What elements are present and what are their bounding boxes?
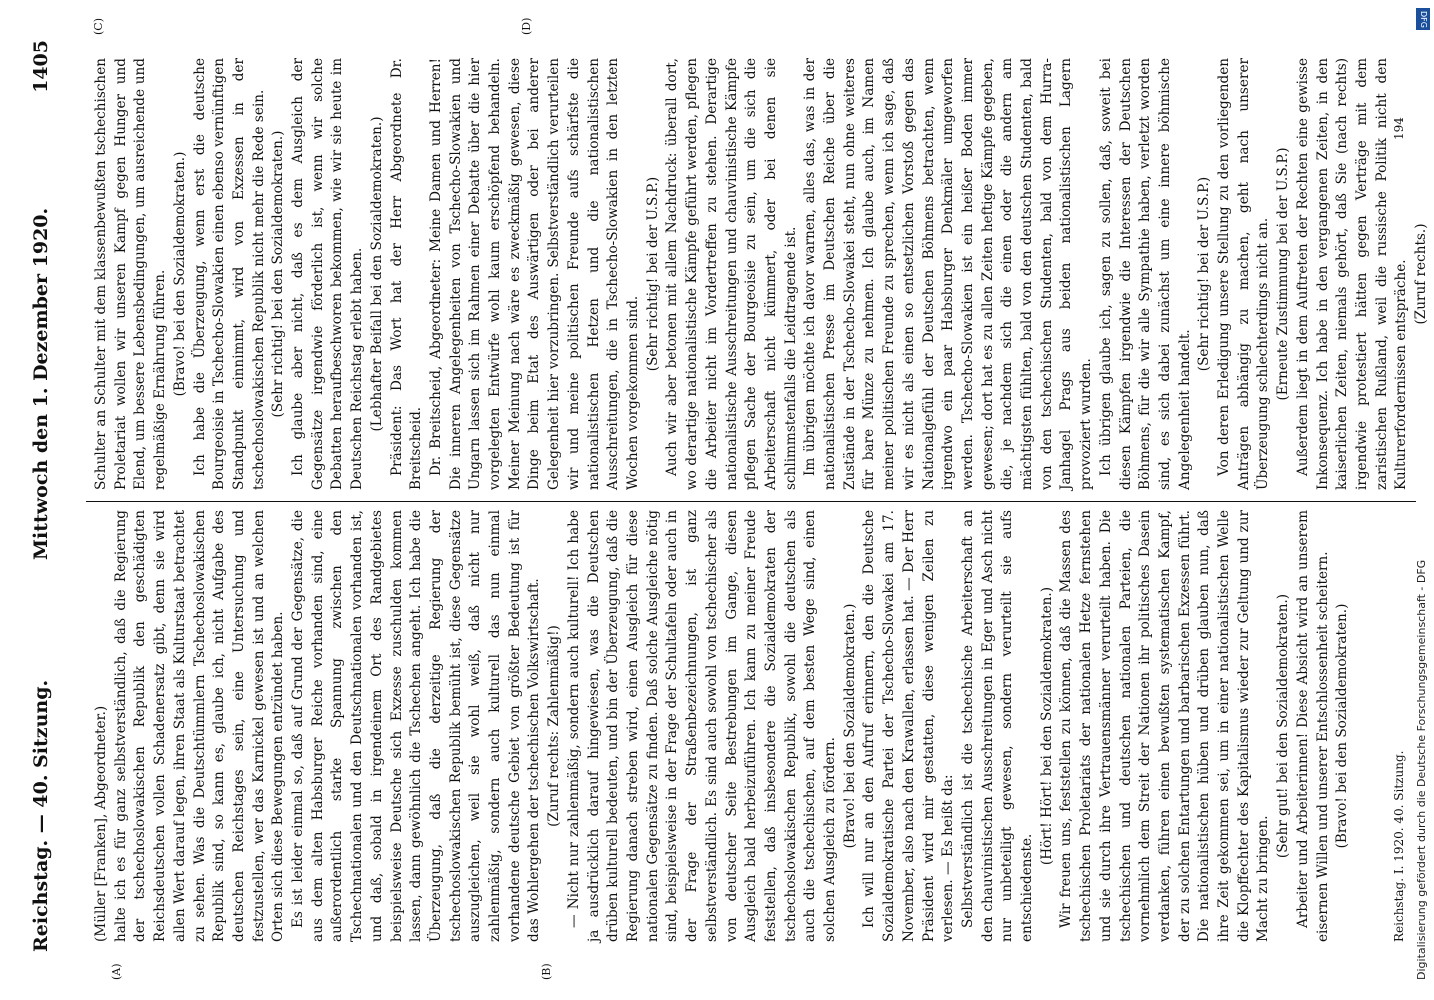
- page-header: [30, 0, 70, 1000]
- interjection: (Sehr gut! bei den Sozialdemokraten.): [1275, 593, 1292, 859]
- paragraph: (Müller [Franken], Abgeordneter.): [93, 705, 109, 942]
- margin-marker-b: (B): [540, 963, 553, 980]
- quotation: Wir freuen uns, feststellen zu können, daß die Massen des tschechischen Proletariats der nationalen Hetze fernstehen und sie durch ihre Vertrauensmänner verurteilt haben. Die tschechischen und deutschen nationalen Parteien, die vornehmlich dem Streit der Nationen ihr politisches Dasein verdanken, führen einen bewußten systematischen Kampf, der zu solchen Entartungen und barbarischen Exzessen führt. Die nationalistischen hüben und drüben glauben nun, daß ihre Zeit gekommen sei, um in einer nationalistischen Welle die Klopffechter des Kapitalismus wieder zur Geltung und zur Macht zu bringen.: [1058, 510, 1272, 942]
- interjection: (Zuruf rechts: Zahlenmäßig!): [546, 625, 563, 827]
- interjection: (Hört! Hört! bei den Sozialdemokraten.): [1038, 586, 1055, 866]
- margin-marker-a: (A): [110, 963, 123, 980]
- interjection: (Bravo! bei den Sozialdemokraten.): [171, 151, 188, 397]
- interjection: (Bravo! bei den Sozialdemokraten.): [1334, 603, 1351, 849]
- paragraph: Es ist leider einmal so, daß auf Grund der Gegensätze, die aus dem alten Habsburger Reiche vorhanden sind, eine außerordentlich starke Spannung zwischen den Tschechnationalen und den Deutschnationalen vorhanden ist, und daß, sobald in irgendeinem Ort des Randgebietes beispielsweise Deutsche sich Exzesse zuschulden kommen lassen, dann gewöhnlich die Tschechen angeht. Ich habe die Überzeugung, daß die derzeitige Regierung der tschechoslowakischen Republik bemüht ist, diese Gegensätze auszugleichen, weil sie wohl weiß, daß nicht nur zahlenmäßig, sondern auch kulturell das nun einmal vorhandene deutsche Gebiet von größter Bedeutung ist für das Wohlergehen der tschechischen Volkswirtschaft.: [290, 510, 543, 942]
- interjection: (Sehr richtig! bei der U.S.P.): [644, 176, 661, 372]
- digitization-credit-text: Digitalisierung gefördert durch die Deutsche Forschungsgemeinschaft - DFG: [1415, 559, 1428, 980]
- paragraph: Ich übrigen glaube ich, sagen zu sollen, daß, soweit bei diesen Kämpfen irgendwie die Interessen der Deutschen Böhmens, für die wir alle Sympathie haben, verletzt worden sind, es sich dabei zunächst um eine innere böhmische Angelegenheit handelt.: [1097, 58, 1193, 490]
- column-divider: [86, 501, 1416, 502]
- paragraph: — Nicht nur zahlenmäßig, sondern auch kulturell! Ich habe ja ausdrücklich darauf hingewiesen, was die Deutschen drüben kulturell bedeuten, und bin der Überzeugung, daß die Regierung danach streben wird, einen Ausgleich für diese nationalen Gegensätze zu finden. Daß solche Ausgleiche nötig sind, beispielsweise in der Frage der Schultafeln oder auch in der Frage der Straßenbezeichnungen, ist ganz selbstverständlich. Es sind auch sowohl von tschechischer als von deutscher Seite Bestrebungen im Gange, diesen Ausgleich bald herbeizuführen. Ich kann zu meiner Freude feststellen, daß insbesondere die Sozialdemokraten der tschechoslowakischen Republik, sowohl die deutschen als auch die tschechischen, auf dem besten Wege sind, einen solchen Ausgleich zu fördern.: [565, 510, 839, 942]
- header-left: Reichstag. — 40. Sitzung.: [30, 679, 52, 952]
- paragraph: Im übrigen möchte ich davor warnen, alles das, was in der nationalistischen Presse im Deutschen Reiche über die Zustände in der Tschecho-Slowakei steht, nun ohne weiteres für bare Münze zu nehmen. Ich glaube auch, im Namen meiner politischen Freunde zu sprechen, wenn ich sage, daß wir es nicht als einen so entsetzlichen Vorstoß gegen das Nationalgefühl der Deutschen Böhmens betrachten, wenn irgendwo ein paar Habsburger Denkmäler umgeworfen werden. Tschecho-Slowakien ist ein heißer Boden immer gewesen; dort hat es zu allen Zeiten heftige Kämpfe gegeben, die, je nachdem sich die einen oder die andern am mächtigsten fühlten, bald von den deutschen Studenten, bald von den tschechischen Studenten, bald von dem Hurra-Janhagel Prags aus beiden nationalistischen Lagern provoziert wurden.: [802, 58, 1095, 490]
- paragraph: halte ich es für ganz selbstverständlich, daß die Regierung der tschechoslowakischen Republik den geschädigten Reichsdeutschen vollen Schadenersatz gibt, denn sie wird allen Wert darauf legen, ihren Staat als Kulturstaat betrachtet zu sehen. Was die Deutschtümmlern Tschechoslowakischen Republik sind, so kann es, glaube ich, nicht Aufgabe des deutschen Reichstages sein, eine Untersuchung und festzustellen, wer das Karnickel gewesen ist und an welchen Orten sich diese Bewegungen entzündet haben.: [112, 510, 287, 942]
- paragraph: Außerdem liegt in dem Auftreten der Rechten eine gewisse Inkonsequenz. Ich habe in den vergangenen Zeiten, in den kaiserlichen Zeiten, niemals gehört, daß Sie (nach rechts) irgendwie protestiert hätten gegen Verträge mit dem zaristischen Rußland, weil die russische Politik nicht den Kulturerfordernissen entspräche.: [1294, 58, 1410, 490]
- paragraph: Präsident: Das Wort hat der Herr Abgeordnete Dr. Breitscheid.: [388, 58, 425, 490]
- footer-left: Reichstag. I. 1920. 40. Sitzung.: [1392, 750, 1406, 942]
- digitization-credit: [1412, 20, 1432, 980]
- paragraph: Auch wir aber betonen mit allem Nachdruck: überall dort, wo derartige nationalistische Kämpfe geführt werden, pflegen die Arbeiter nicht im Vordertreffen zu stehen. Derartige nationalistische Ausschreitungen und chauvinistische Kämpfe pflegen Sache der Bourgeoisie zu sein, um die sich die Arbeiterschaft nicht kümmert, oder bei denen sie schlimmstenfalls die Leidtragende ist.: [664, 58, 799, 490]
- margin-marker-d: (D): [520, 17, 533, 35]
- header-right: Mittwoch den 1. Dezember 1920.: [30, 207, 52, 560]
- quotation: Selbstverständlich ist die tschechische Arbeiterschaft an den chauvinistischen Ausschreitungen in Eger und Asch nicht nur unbeteiligt gewesen, sondern verurteilt sie aufs entschiedenste.: [959, 510, 1036, 942]
- paragraph: Schulter an Schulter mit dem klassenbewußten tschechischen Proletariat wollen wir unseren Kampf gegen Hunger und Elend, um bessere Lebensbedingungen, um ausreichende und regelmäßige Ernährung führen.: [93, 58, 169, 490]
- text-column-left: [92, 510, 1351, 942]
- margin-marker-c: (C): [92, 18, 105, 35]
- interjection: (Lebhafter Beifall bei den Sozialdemokraten.): [368, 116, 385, 432]
- paragraph: Ich habe die Überzeugung, wenn erst die deutsche Bourgeoisie in Tschecho-Slowakien einen ebenso vernünftigen Standpunkt einnimmt, wird von Exzessen in der tschechoslowakischen Republik nicht mehr die Rede sein.: [191, 58, 267, 490]
- interjection: (Sehr richtig! bei der U.S.P.): [1196, 176, 1213, 372]
- paragraph: Von deren Erledigung unsere Stellung zu den vorliegenden Anträgen abhängig zu machen, geht nach unserer Überzeugung schlechterdings nicht an.: [1216, 58, 1272, 490]
- paragraph: Dr. Breitscheid, Abgeordneter: Meine Damen und Herren! Die inneren Angelegenheiten von Tschecho-Slowakien und Ungarn lassen sich im Rahmen einer Debatte über die hier vorgelegten Entwürfe wohl kaum erschöpfend behandeln. Meiner Meinung nach wäre es zweckmäßig gewesen, diese Dinge beim Etat des Auswärtigen oder bei anderer Gelegenheit hier vorzubringen. Selbstverständlich verurteilen wir und meine politischen Freunde aufs schärfste die nationalistischen Hetzen und die nationalistischen Ausschreitungen, die in Tschecho-Slowakien in den letzten Wochen vorgekommen sind.: [427, 58, 641, 490]
- interjection: (Sehr richtig! bei den Sozialdemokraten.): [270, 130, 287, 418]
- footer-right: 194: [1392, 117, 1406, 140]
- dfg-logo: DFG: [1416, 8, 1430, 30]
- interjection: (Bravo! bei den Sozialdemokraten.): [841, 603, 858, 849]
- page-number: 1405: [30, 40, 52, 93]
- paragraph: Ich glaube aber nicht, daß es dem Ausgleich der Gegensätze irgendwie förderlich ist, wenn wir solche Debatten heraufbeschworen bekommen, wie wir sie heute im Deutschen Reichstag erlebt haben.: [290, 58, 366, 490]
- quotation: Arbeiter und Arbeiterinnen! Diese Absicht wird an unserem eisernen Willen und unserer Entschlossenheit scheitern.: [1294, 510, 1331, 942]
- paragraph: Ich will nur an den Aufruf erinnern, den die Deutsche Sozialdemokratische Partei der Tschecho-Slowakei am 17. November, also nach den Krawallen, erlassen hat. — Der Herr Präsident wird mir gestatten, diese wenigen Zeilen zu verlesen. — Es heißt da:: [861, 510, 957, 942]
- interjection: (Zuruf rechts.): [1413, 223, 1430, 325]
- interjection: (Erneute Zustimmung bei der U.S.P.): [1275, 147, 1292, 401]
